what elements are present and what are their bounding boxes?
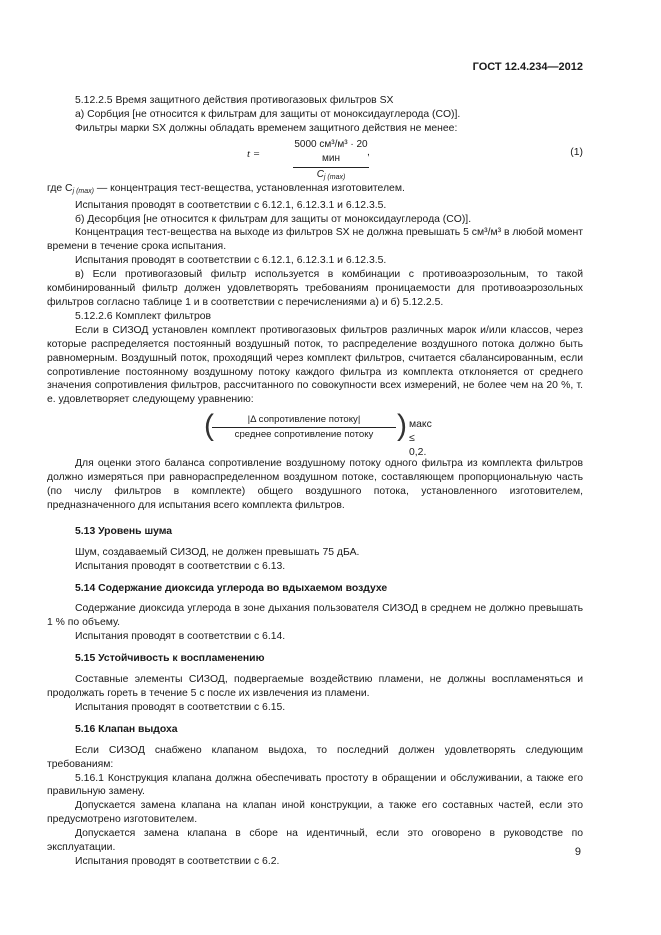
formula-comma: , [367, 146, 370, 158]
section-heading: 5.15 Устойчивость к воспламенению [75, 653, 265, 665]
section-heading: 5.13 Уровень шума [75, 525, 173, 537]
formula-denominator: $C_{j (max)}$ [316, 168, 346, 181]
paragraph: Если СИЗОД снабжено клапаном выдоха, то последний должен удовлетворять следующим требованиям: [47, 744, 583, 770]
paragraph: Шум, создаваемый СИЗОД, не должен превышать 75 дБА. [75, 546, 360, 558]
formula-number: (1) [570, 146, 583, 158]
paragraph: б) Десорбция [не относится к фильтрам для защиты от моноксидауглерода (CO)]. [75, 213, 472, 225]
formula-fraction [212, 413, 396, 441]
document-body [47, 94, 583, 869]
paragraph: Испытания проводят в соответствии с 6.13. [75, 560, 286, 572]
standard-header: ГОСТ 12.4.234—2012 [472, 61, 583, 73]
paragraph: Допускается замена клапана на клапан иной конструкции, а также его составных частей, если это предусмотрено изготовителем. [47, 800, 583, 826]
paragraph: Для оценки этого баланса сопротивление воздушному потоку одного фильтра из комплекта фильтров должно измеряться при равнораспределенном воздушном потоке, составляющем пропорциональную часть (по числу фильтров в комплекте) общего воздушного потока, установленного изготовителем, предназначенного для испытания всего комплекта фильтров. [47, 458, 583, 511]
paragraph: Концентрация тест-вещества на выходе из фильтров SX не должна превышать 5 см³/м³ в любой момент времени в течение срока испытания. [47, 227, 583, 253]
formula-2 [47, 409, 583, 459]
paragraph: 5.16.1 Конструкция клапана должна обеспечивать простоту в обращении и обслуживании, а также его правильную замену. [47, 772, 583, 798]
paragraph: Испытания проводят в соответствии с 6.14. [75, 631, 286, 643]
paragraph: Составные элементы СИЗОД, подвергаемые воздействию пламени, не должны воспламеняться и продолжать гореть в течение 5 с после их извлечения из пламени. [47, 674, 583, 699]
formula-numerator: 5000 см³/м³ · 20 мин [293, 138, 369, 168]
paragraph: а) Сорбция [не относится к фильтрам для защиты от моноксидауглерода (CO)]. [75, 108, 461, 120]
formula-numerator: |Δ сопротивление потоку| [212, 413, 396, 428]
subsection-title: 5.12.2.6 Комплект фильтров [75, 310, 212, 322]
paragraph: в) Если противогазовый фильтр используется в комбинации с противоаэрозольным, то такой комбинированный фильтр должен удовлетворять требованиям проницаемости для противоаэрозольных фильтров согласно таблице 1 и в соответствии с перечислениями а) и б) 5.12.2.5. [47, 269, 583, 308]
formula-denominator: среднее сопротивление потоку [234, 429, 374, 441]
paren-right: ) [397, 409, 407, 443]
paragraph: Испытания проводят в соответствии с 6.2. [75, 855, 280, 867]
paragraph: Содержание диоксида углерода в зоне дыхания пользователя СИЗОД в среднем не должно превышать 1 % по объему. [47, 603, 583, 629]
formula-fraction [293, 138, 369, 185]
paragraph: Если в СИЗОД установлен комплект противогазовых фильтров различных марок и/или классов, через которые распределяется постоянный воздушный поток, то распределение воздушного потока должно быть равномерным. Воздушный поток, проходящий через комплект фильтров, считается сбалансированным, если сопротивление постоянному воздушному потоку каждого фильтра из комплекта отклоняется от среднего значения сопротивления фильтров, рассчитанного по совокупности всех измерений, не более чем на 20 %, т. е. удовлетворяет следующему уравнению: [47, 324, 583, 406]
section-heading: 5.16 Клапан выдоха [75, 723, 178, 735]
page-number: 9 [574, 846, 581, 858]
subsection-title: 5.12.2.5 Время защитного действия противогазовых фильтров SX [75, 95, 394, 106]
formula-condition: макс ≤ 0,2. [409, 419, 432, 459]
formula-1 [47, 138, 583, 181]
paragraph: Испытания проводят в соответствии с 6.12.1, 6.12.3.1 и 6.12.3.5. [75, 199, 387, 211]
paragraph: Фильтры марки SX должны обладать временем защитного действия не менее: [75, 122, 458, 134]
paragraph: Испытания проводят в соответствии с 6.12.1, 6.12.3.1 и 6.12.3.5. [75, 255, 387, 267]
paren-left: ( [204, 409, 214, 443]
paragraph: Испытания проводят в соответствии с 6.15. [75, 701, 286, 713]
paragraph: Допускается замена клапана в сборе на идентичный, если это оговорено в руководстве по эксплуатации. [47, 828, 583, 854]
formula-lhs: t = [247, 147, 261, 160]
where-clause: где $C_{j (max)}$ — концентрация тест-вещества, установленная изготовителем. [47, 182, 405, 195]
section-heading: 5.14 Содержание диоксида углерода во вдыхаемом воздухе [75, 582, 388, 594]
